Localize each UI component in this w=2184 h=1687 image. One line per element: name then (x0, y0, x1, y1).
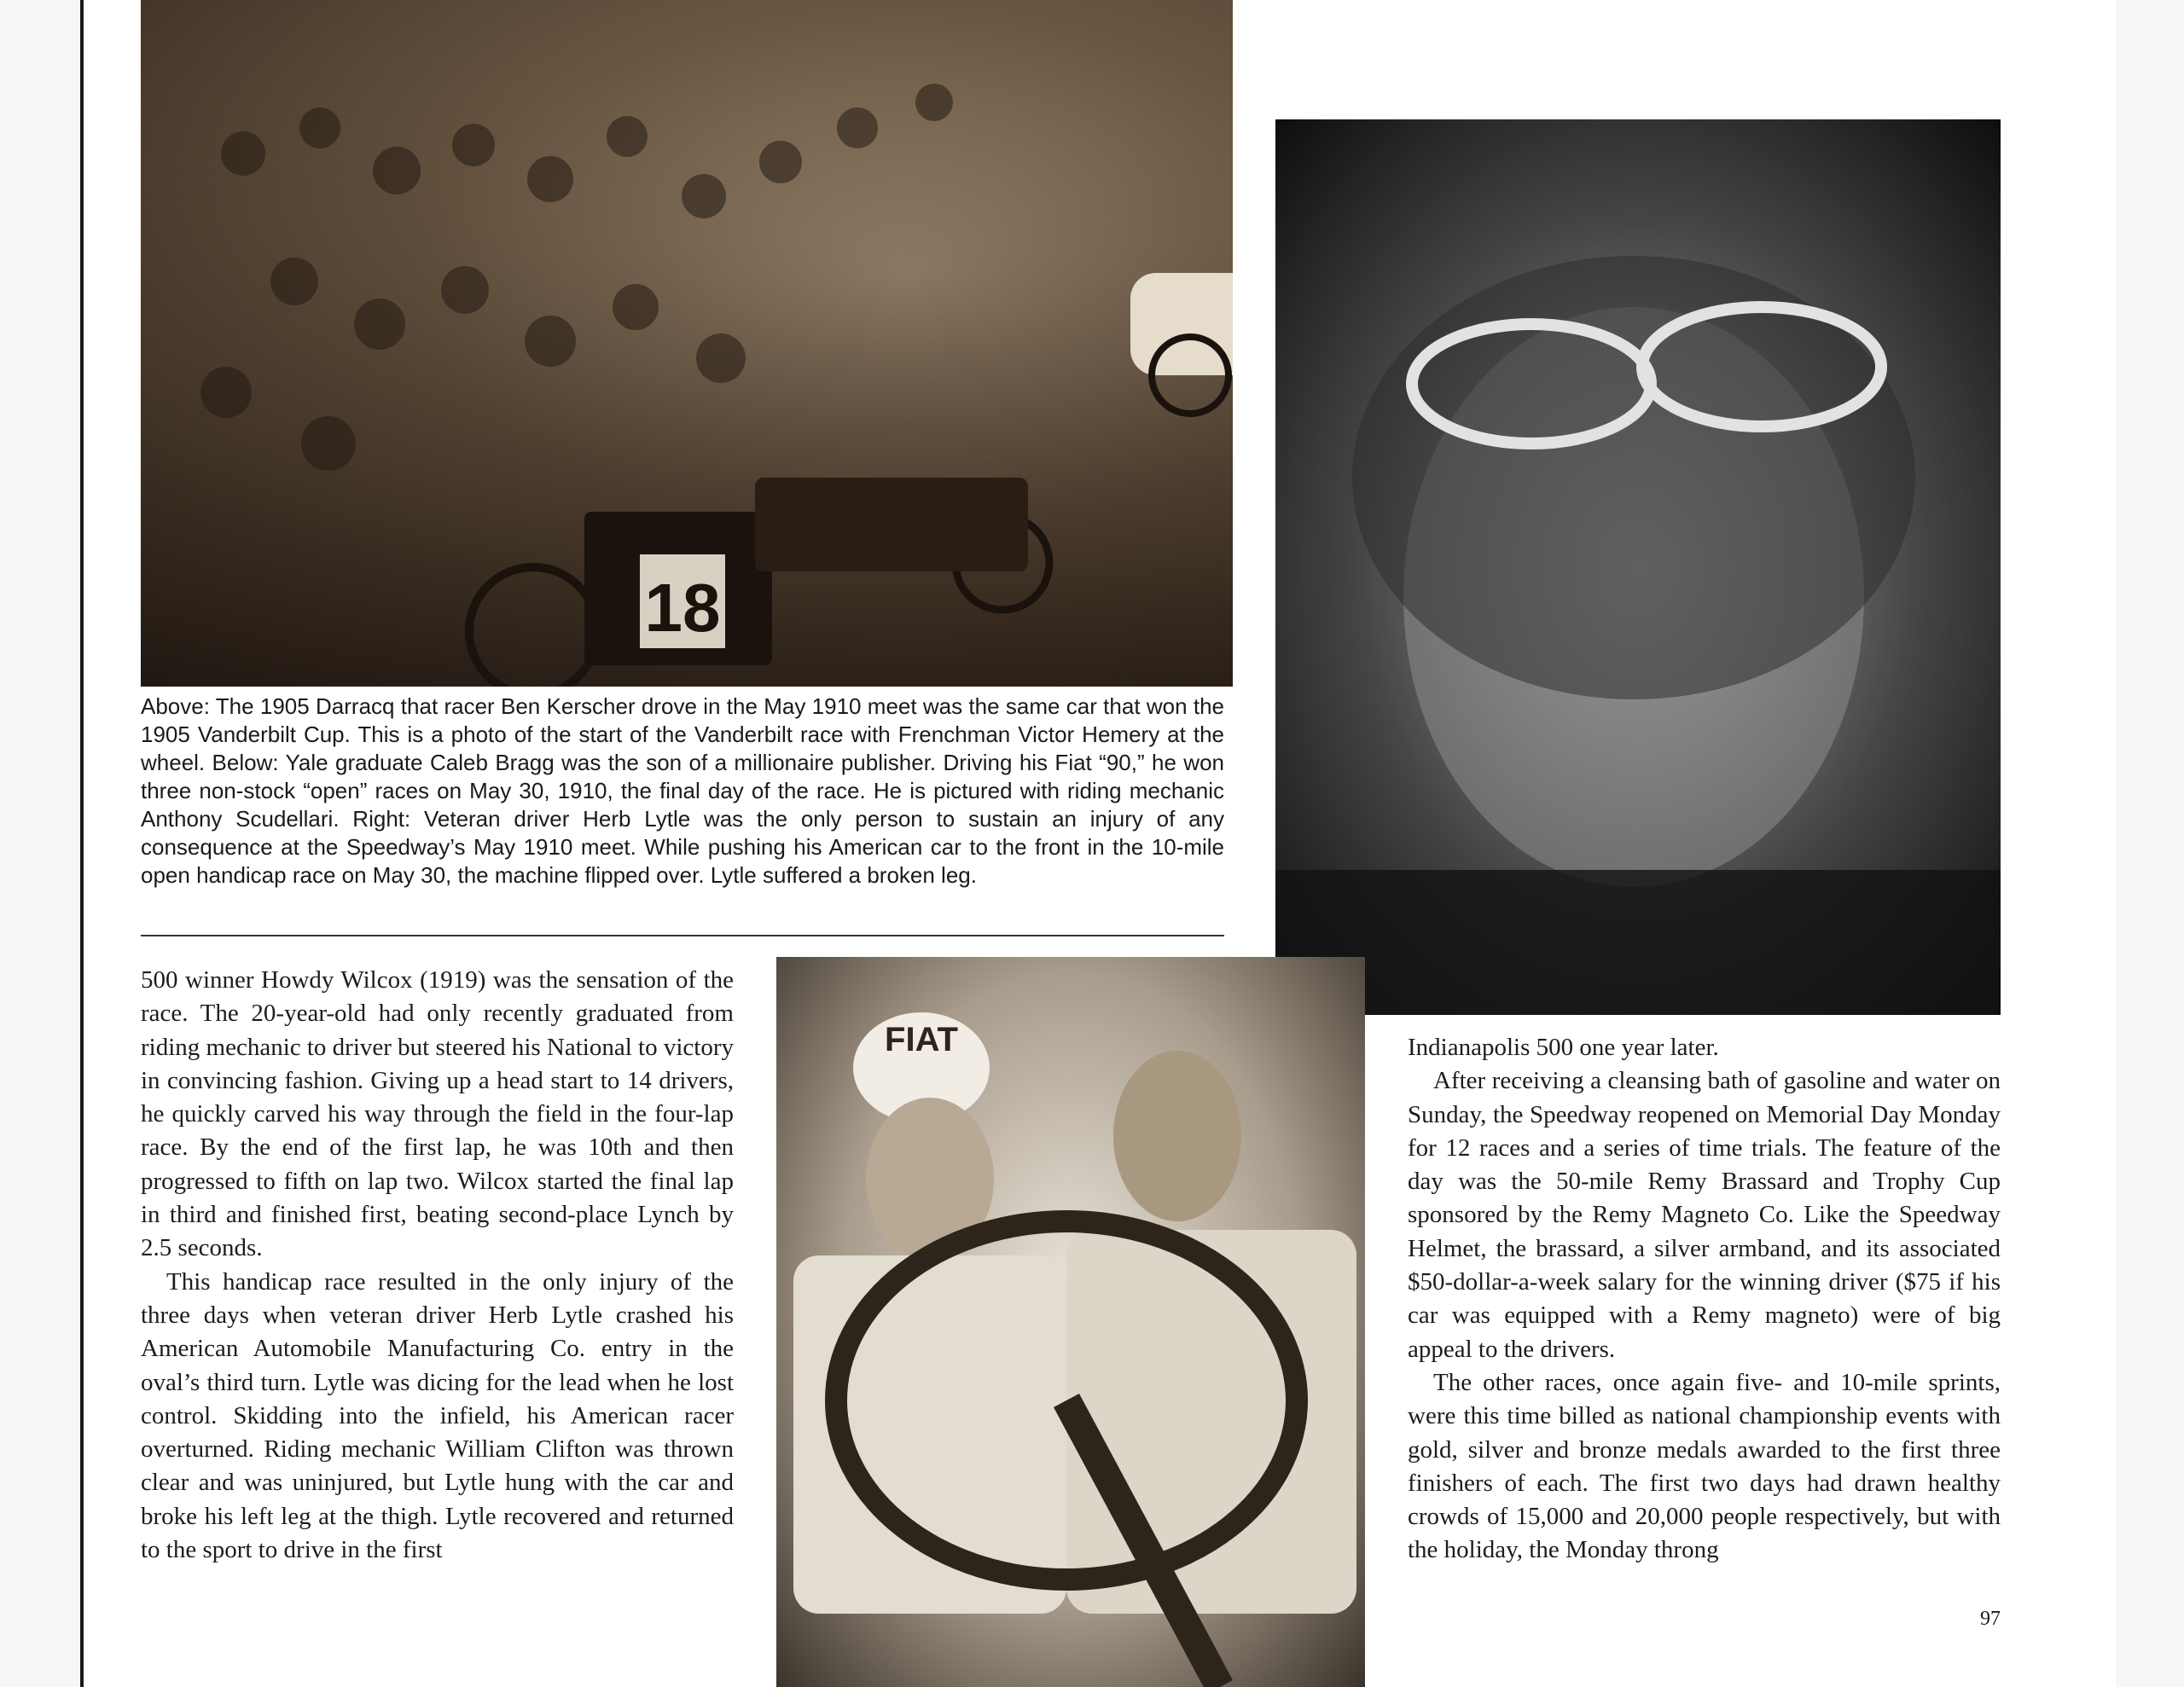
photo-caleb-bragg-fiat (776, 957, 1365, 1687)
right-paragraph-3: The other races, once again five- and 10-mile sprints, were this time billed as national championship events with gold, silver and bronze medals awarded to the first three finishers of each. The first two days had drawn healthy crowds of 15,000 and 20,000 people respectively, but with the holiday, the Monday throng (1408, 1368, 2001, 1564)
photo-caption: Above: The 1905 Darracq that racer Ben Kerscher drove in the May 1910 meet was the same car that won the 1905 Vanderbilt Cup. This is a photo of the start of the Vanderbilt race with Frenchman Victor Hemery at the wheel. Below: Yale graduate Caleb Bragg was the son of a millionaire publisher. Driving his Fiat “90,” he won three non-stock “open” races on May 30, 1910, the final day of the race. He is pictured with riding mechanic Anthony Scudellari. Right: Veteran driver Herb Lytle was the only person to sustain an injury of any consequence at the Speedway’s May 1910 meet. While pushing his American car to the front in the 10-mile open handicap race on May 30, the machine flipped over. Lytle suffered a broken leg. (141, 693, 1224, 888)
body-text-left-column (141, 964, 734, 1567)
left-paragraph-1: 500 winner Howdy Wilcox (1919) was the sensation of the race. The 20-year-old had only recently graduated from riding mechanic to driver but steered his National to victory in convincing fashion. Giving up a head start to 14 drivers, he quickly carved his way through the field in the four-lap race. By the end of the first lap, he was 10th and then progressed to fifth on lap two. Wilcox started the final lap in third and finished first, beating second-place Lynch by 2.5 seconds. (141, 966, 734, 1262)
page-left-margin (0, 0, 82, 1687)
body-text-right-column (1408, 1031, 2001, 1568)
fiat-cap-lettering: FIAT (885, 1021, 958, 1058)
photo-herb-lytle-portrait (1275, 119, 2001, 1015)
car-number-18: 18 (644, 570, 721, 646)
right-paragraph-2: After receiving a cleansing bath of gasoline and water on Sunday, the Speedway reopened on Memorial Day Monday for 12 races and a series of time trials. The feature of the day was the 50-mile Remy Brassard and Trophy Cup sponsored by the Remy Magneto Co. Like the Speedway Helmet, the brassard, a silver armband, and its associated $50-dollar-a-week salary for the winning driver ($75 if his car was equipped with a Remy magneto) were of big appeal to the drivers. (1408, 1067, 2001, 1363)
right-paragraph-1: Indianapolis 500 one year later. (1408, 1034, 1719, 1061)
caption-divider-rule (141, 935, 1224, 936)
page-right-margin (2116, 0, 2184, 1687)
left-paragraph-2: This handicap race resulted in the only injury of the three days when veteran driver Herb Lytle crashed his American Automobile Manufacturing Co. entry in the oval’s third turn. Lytle was dicing for the lead when he lost control. Skidding into the infield, his American racer overturned. Riding mechanic William Clifton was thrown clear and was uninjured, but Lytle hung with the car and broke his left leg at the thigh. Lytle recovered and returned to the sport to drive in the first (141, 1267, 734, 1564)
page-binding-edge (80, 0, 84, 1687)
photo-darracq-illustration (141, 0, 1233, 687)
photo-fiat-illustration (776, 957, 1365, 1687)
photo-portrait-illustration (1275, 119, 2001, 1015)
page-number: 97 (1980, 1608, 2001, 1630)
photo-darracq-race-start (141, 0, 1233, 687)
